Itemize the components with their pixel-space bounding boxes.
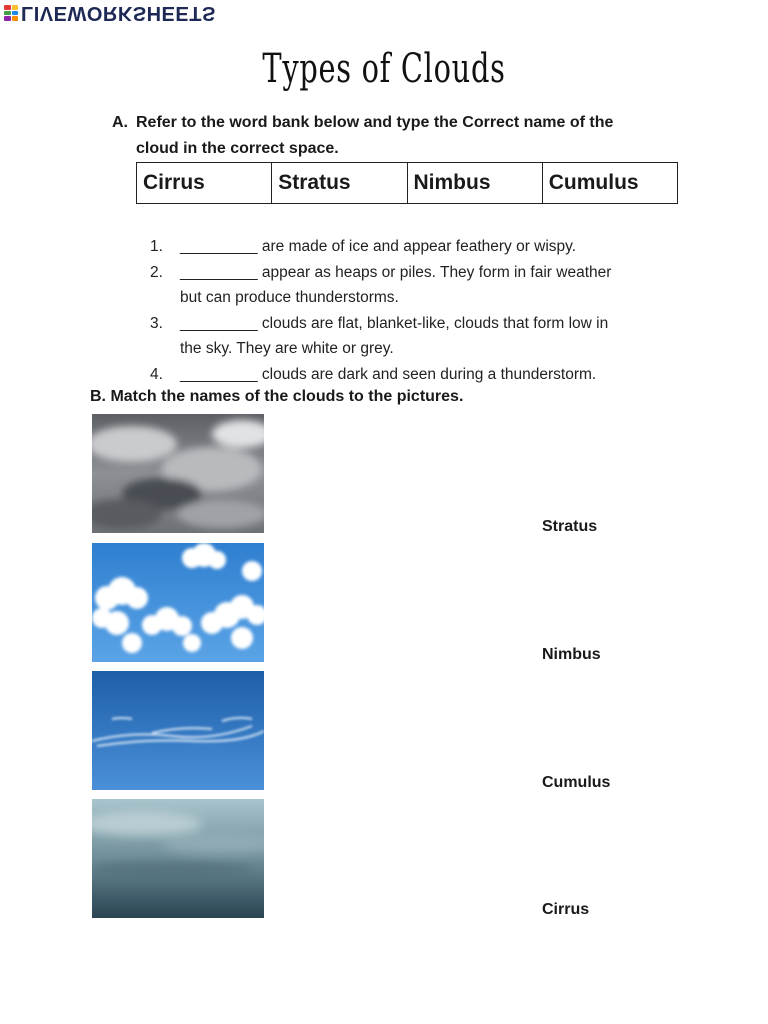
question-text-cont: but can produce thunderstorms. — [180, 289, 399, 306]
logo-grid-icon — [4, 5, 18, 21]
word-bank-cell-cirrus: Cirrus — [137, 163, 272, 204]
question-text[interactable]: _________ clouds are dark and seen during a thunderstorm. — [180, 365, 597, 383]
question-number: 2. — [150, 263, 163, 281]
question-item — [150, 362, 690, 388]
question-text[interactable]: _________ appear as heaps or piles. They form in fair weather — [180, 263, 612, 281]
word-bank-table — [136, 162, 678, 204]
question-text[interactable]: _________ clouds are flat, blanket-like, clouds that form low in — [180, 314, 609, 332]
cirrus-cloud-image[interactable] — [92, 671, 264, 790]
section-b-instruction: B. Match the names of the clouds to the pictures. — [90, 388, 464, 405]
match-label-cirrus[interactable]: Cirrus — [542, 901, 590, 918]
word-bank-cell-nimbus: Nimbus — [407, 163, 542, 204]
page-title: Types of Clouds — [262, 46, 506, 92]
word-bank-cell-stratus: Stratus — [272, 163, 407, 204]
word-bank-cell-cumulus: Cumulus — [542, 163, 677, 204]
section-a-instruction — [112, 110, 682, 162]
question-list — [150, 234, 690, 387]
instruction-a-line2: cloud in the correct space. — [136, 140, 339, 157]
storm-cloud-image[interactable] — [92, 414, 264, 533]
instruction-a-line1: Refer to the word bank below and type the Correct name of the — [136, 114, 614, 131]
question-number: 1. — [150, 238, 163, 255]
cumulus-cloud-image[interactable] — [92, 543, 264, 662]
section-a-letter: A. — [112, 114, 128, 131]
liveworksheets-logo[interactable] — [4, 2, 216, 24]
question-text-cont: the sky. They are white or grey. — [180, 340, 394, 357]
question-number: 4. — [150, 365, 163, 383]
question-item — [150, 234, 690, 260]
question-text[interactable]: _________ are made of ice and appear feathery or wispy. — [180, 238, 577, 255]
question-number: 3. — [150, 314, 163, 332]
match-label-nimbus[interactable]: Nimbus — [542, 646, 601, 663]
question-item — [150, 260, 690, 311]
match-label-cumulus[interactable]: Cumulus — [542, 774, 611, 791]
stratus-cloud-image[interactable] — [92, 799, 264, 918]
logo-text: LIVEWORKSHEETS — [21, 2, 216, 24]
match-label-stratus[interactable]: Stratus — [542, 518, 598, 535]
question-item — [150, 311, 690, 362]
